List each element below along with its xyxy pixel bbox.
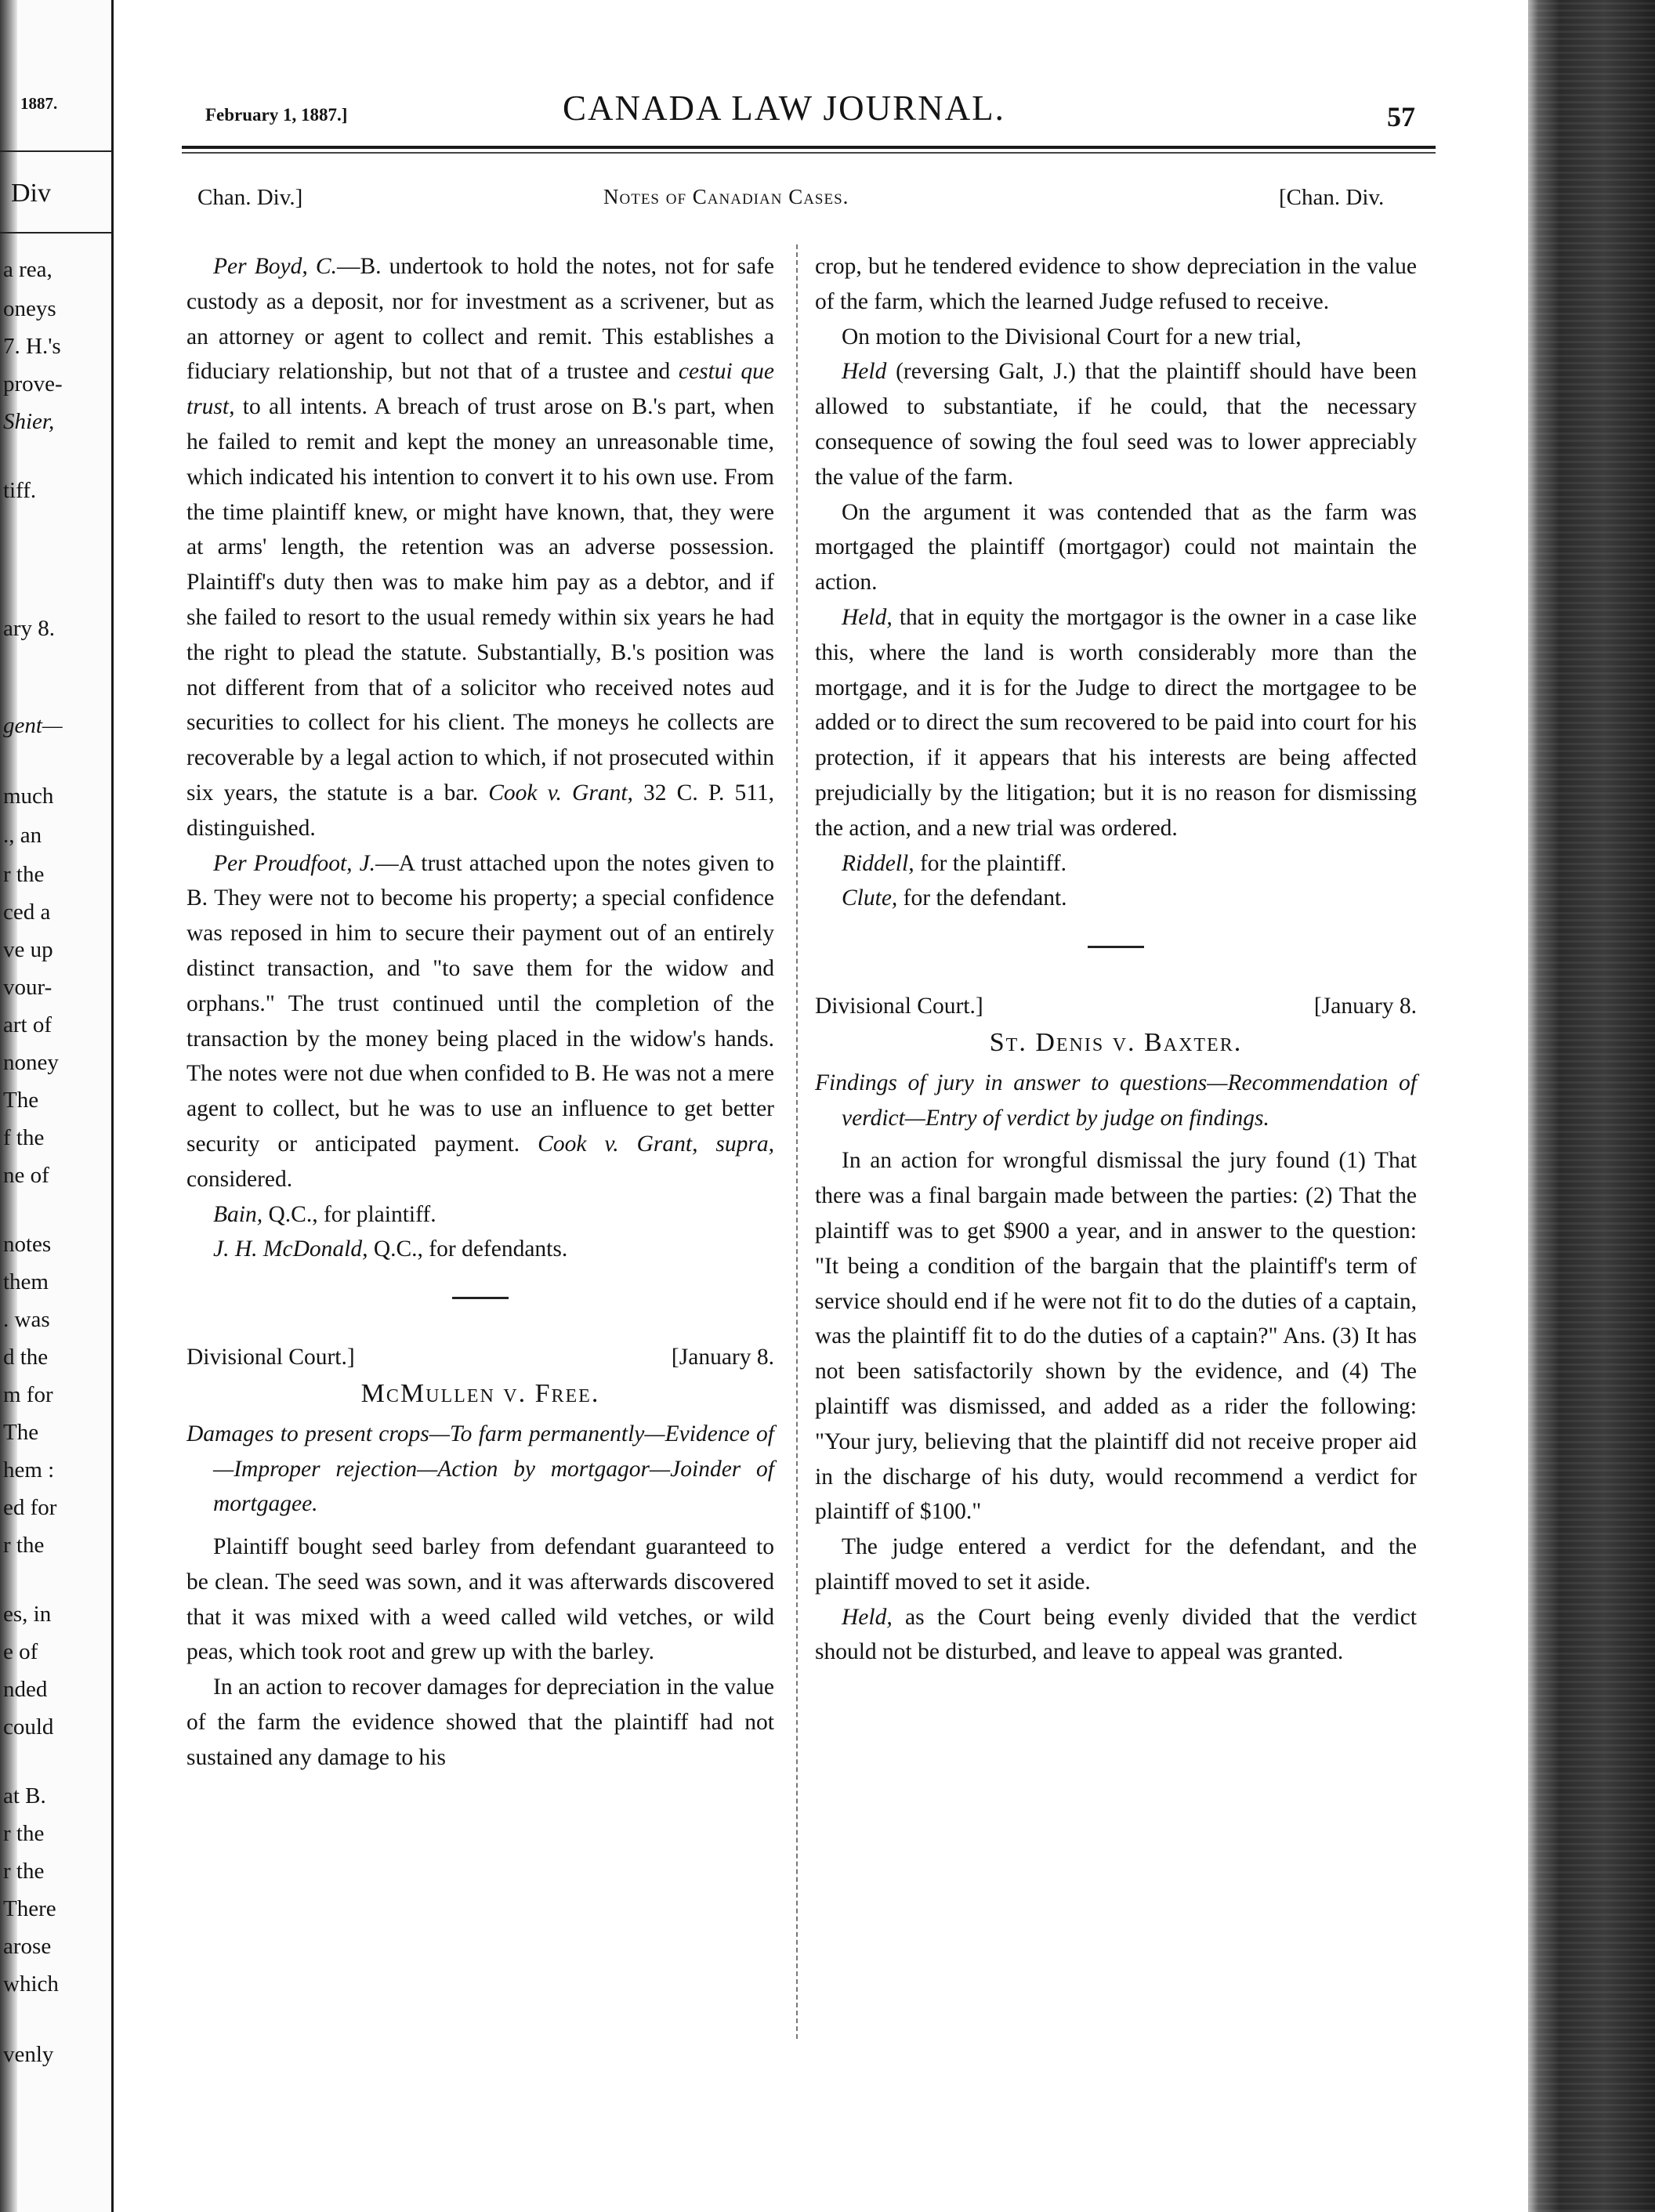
case-paragraph: On the argument it was contended that as the farm was mortgaged the plaintiff (mortgagor) could not maintain the action. bbox=[815, 499, 1417, 596]
case-paragraph: The judge entered a verdict for the defendant, and the plaintiff moved to set it aside. bbox=[815, 1534, 1417, 1595]
margin-text-fragment: tiff. bbox=[3, 478, 37, 503]
paragraph-text: (reversing Galt, J.) that the plaintiff should have been allowed to substantiate, if he could, that the necessary consequence of sowing the foul seed was to lower appreciably the value of the farm. bbox=[815, 359, 1418, 490]
margin-text-fragment: them bbox=[3, 1269, 49, 1294]
citation-reference: 32 C. P. 511, distinguished. bbox=[187, 780, 775, 841]
court-line bbox=[187, 1340, 774, 1375]
case-date: [January 8. bbox=[1313, 994, 1417, 1019]
margin-text-fragment: d the bbox=[3, 1345, 49, 1370]
counsel-role: Q.C., for defendants. bbox=[373, 1236, 568, 1262]
counsel-line bbox=[815, 881, 1417, 916]
right-column bbox=[815, 249, 1417, 1670]
judge-name: Per Proudfoot, J. bbox=[213, 850, 376, 876]
counsel-role: for the defendant. bbox=[903, 885, 1067, 911]
page-edge-shadow bbox=[1528, 0, 1655, 2212]
counsel-role: Q.C., for plaintiff. bbox=[268, 1201, 436, 1227]
margin-text-fragment: prove- bbox=[3, 371, 63, 396]
case-citation: Cook v. Grant, bbox=[488, 780, 633, 806]
margin-text-fragment: nded bbox=[3, 1677, 48, 1702]
section-separator bbox=[1088, 946, 1144, 948]
running-head-center: Notes of Canadian Cases. bbox=[603, 185, 849, 208]
margin-text-fragment: gent— bbox=[3, 713, 63, 738]
holding-paragraph bbox=[815, 354, 1417, 494]
section-separator bbox=[452, 1297, 509, 1299]
margin-text-fragment: The bbox=[3, 1420, 39, 1445]
margin-text-fragment: e of bbox=[3, 1639, 38, 1664]
margin-text-fragment: noney bbox=[3, 1050, 59, 1075]
previous-page-margin bbox=[0, 0, 114, 2212]
margin-text-fragment: notes bbox=[3, 1232, 52, 1257]
case-paragraph: crop, but he tendered evidence to show depreciation in the value of the farm, which the learned Judge refused to receive. bbox=[815, 254, 1417, 314]
margin-header-fragment: 1887. bbox=[20, 94, 58, 113]
paragraph-text: as the Court being evenly divided that the verdict should not be disturbed, and leave to appeal was granted. bbox=[815, 1604, 1417, 1665]
margin-text-fragment: r the bbox=[3, 1533, 45, 1558]
held-label: Held, bbox=[842, 604, 893, 630]
margin-text-fragment: art of bbox=[3, 1012, 52, 1037]
margin-text-fragment: ne of bbox=[3, 1163, 49, 1188]
latin-term: cestui que trust, bbox=[187, 359, 775, 420]
holding-paragraph bbox=[815, 600, 1417, 846]
court-line bbox=[815, 989, 1417, 1024]
case-date: [January 8. bbox=[671, 1345, 774, 1370]
journal-title: CANADA LAW JOURNAL. bbox=[563, 89, 1005, 128]
counsel-name: J. H. McDonald, bbox=[213, 1236, 368, 1262]
margin-text-fragment: There bbox=[3, 1896, 56, 1921]
margin-rule bbox=[0, 232, 111, 234]
margin-text-fragment: ed for bbox=[3, 1495, 57, 1520]
case-headnote: Damages to present crops—To farm permanently—Evidence of—Improper rejection—Action by mortgagor—Joinder of mortgagee. bbox=[187, 1421, 774, 1517]
held-label: Held bbox=[842, 359, 887, 385]
case-title: St. Denis v. Baxter. bbox=[989, 1027, 1243, 1057]
margin-rule bbox=[0, 150, 111, 152]
margin-text-fragment: vour- bbox=[3, 975, 53, 1000]
margin-text-fragment: which bbox=[3, 1971, 59, 1997]
margin-text-fragment: oneys bbox=[3, 296, 56, 321]
proudfoot-judgment bbox=[187, 846, 774, 1197]
header-rule-thin bbox=[182, 152, 1436, 154]
paragraph-text: —A trust attached upon the notes given to B. They were not to become his property; a special confidence was reposed in him to secure their payment out of an entirely distinct transaction, and "to save them for the widow and orphans." The trust continued until the completion of the transaction by the money being placed in the widow's hands. The notes were not due when confided to B. He was not a mere agent to collect, but he was to use an influence to get better security or anticipated payment. bbox=[187, 850, 775, 1157]
case-citation: Cook v. Grant, supra, bbox=[538, 1131, 774, 1157]
case-headnote: Findings of jury in answer to questions—Recommendation of verdict—Entry of verdict by judge on findings. bbox=[815, 1070, 1417, 1131]
margin-text-fragment: es, in bbox=[3, 1602, 52, 1627]
counsel-name: Clute, bbox=[842, 885, 898, 911]
holding-paragraph bbox=[815, 1600, 1417, 1671]
margin-text-fragment: ced a bbox=[3, 900, 51, 925]
margin-text-fragment: r the bbox=[3, 1859, 45, 1884]
margin-text-fragment: arose bbox=[3, 1934, 52, 1959]
margin-section-fragment: Div bbox=[11, 179, 51, 208]
margin-text-fragment: r the bbox=[3, 862, 45, 887]
header-rule bbox=[182, 146, 1436, 149]
counsel-line bbox=[187, 1197, 774, 1233]
judge-name: Per Boyd, C. bbox=[213, 254, 337, 279]
case-paragraph: In an action to recover damages for depreciation in the value of the farm the evidence showed that the plaintiff had not sustained any damage to his bbox=[187, 1674, 774, 1770]
paragraph-text: that in equity the mortgagor is the owner in a case like this, where the land is worth considerably more than the mortgage, and it is for the Judge to direct the mortgagee to be added or to direct the sum recovered to be paid into court for his protection, if it appears that his interests are being affected prejudicially by the litigation; but it is no reason for dismissing the action, and a new trial was ordered. bbox=[815, 604, 1417, 841]
page-number: 57 bbox=[1387, 101, 1415, 132]
counsel-name: Riddell, bbox=[842, 850, 914, 876]
court-name: Divisional Court.] bbox=[187, 1345, 355, 1370]
margin-text-fragment: ary 8. bbox=[3, 616, 56, 641]
margin-text-fragment: ve up bbox=[3, 937, 53, 962]
margin-text-fragment: Shier, bbox=[3, 409, 55, 434]
margin-text-fragment: m for bbox=[3, 1382, 53, 1407]
margin-text-fragment: hem : bbox=[3, 1457, 55, 1483]
margin-text-fragment: much bbox=[3, 784, 54, 809]
running-head-left: Chan. Div.] bbox=[197, 185, 303, 210]
boyd-judgment bbox=[187, 249, 774, 846]
margin-text-fragment: The bbox=[3, 1088, 39, 1113]
margin-text-fragment: a rea, bbox=[3, 257, 53, 282]
paragraph-text: to all intents. A breach of trust arose on B.'s part, when he failed to remit and kept the money an unreasonable time, which indicated his intention to convert it to his own use. From the time plaintiff knew, or might have known, that, they were at arms' length, the retention was an adverse possession. Plaintiff's duty then was to make him pay as a debtor, and if she failed to resort to the usual remedy within six years he had the right to plead the statute. Substantially, B.'s position was not different from that of a solicitor who received notes aud securities to collect for his client. The moneys he collects are recoverable by a legal action to which, if not prosecuted within six years, the statute is a bar. bbox=[187, 394, 774, 806]
left-column bbox=[187, 249, 774, 1776]
issue-date: February 1, 1887.] bbox=[205, 105, 348, 125]
case-paragraph: On motion to the Divisional Court for a new trial, bbox=[842, 324, 1302, 349]
margin-text-fragment: f the bbox=[3, 1125, 45, 1150]
counsel-role: for the plaintiff. bbox=[919, 850, 1067, 876]
case-paragraph: Plaintiff bought seed barley from defendant guaranteed to be clean. The seed was sown, and it was afterwards discovered that it was mixed with a weed called wild vetches, or wild peas, which took root and grew up with the barley. bbox=[187, 1534, 774, 1665]
counsel-name: Bain, bbox=[213, 1201, 263, 1227]
margin-text-fragment: could bbox=[3, 1714, 54, 1740]
case-paragraph: In an action for wrongful dismissal the jury found (1) That there was a final bargain made between the parties: (2) That the plaintiff was to get $900 a year, and in answer to the question: "It being a condition of the bargain that the plaintiff's term of service should end if he were not fit to do the duties of a captain, was the plaintiff fit to do the duties of a captain?" Ans. (3) It has not been satisfactorily shown by the evidence, and (4) The plaintiff was dismissed, and added as a rider the following: "Your jury, believing that the plaintiff did not receive proper aid in the discharge of his duty, would recommend a verdict for plaintiff of $100." bbox=[815, 1148, 1417, 1525]
counsel-line bbox=[815, 846, 1417, 882]
margin-text-fragment: at B. bbox=[3, 1783, 46, 1808]
column-divider bbox=[796, 244, 798, 2039]
margin-text-fragment: r the bbox=[3, 1821, 45, 1846]
held-label: Held, bbox=[842, 1604, 893, 1630]
margin-text-fragment: ., an bbox=[3, 823, 42, 848]
court-name: Divisional Court.] bbox=[815, 994, 983, 1019]
case-title: McMullen v. Free. bbox=[360, 1378, 600, 1408]
paragraph-text: —B. undertook to hold the notes, not for safe custody as a deposit, nor for investment as a scrivener, but as an attorney or agent to collect and remit. This establishes a fiduciary relationship, but not that of a trustee and bbox=[187, 254, 775, 385]
counsel-line bbox=[187, 1232, 774, 1267]
margin-text-fragment: 7. H.'s bbox=[3, 334, 61, 359]
citation-reference: considered. bbox=[187, 1166, 293, 1192]
margin-text-fragment: . was bbox=[3, 1307, 50, 1332]
margin-text-fragment: venly bbox=[3, 2042, 54, 2067]
running-head-right: [Chan. Div. bbox=[1279, 185, 1385, 210]
